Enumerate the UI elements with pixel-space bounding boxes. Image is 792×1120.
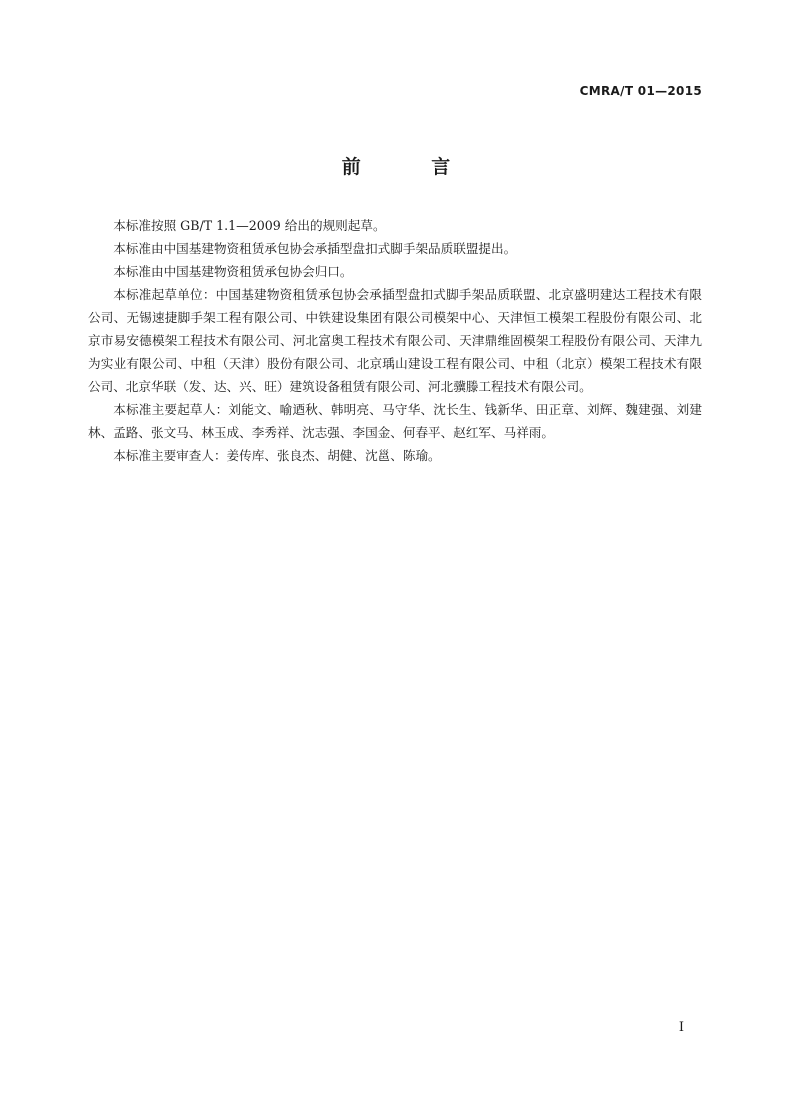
page-number: I [678,1020,684,1035]
page-title: 前 言 [341,156,483,178]
paragraph-main-reviewers: 本标准主要审查人：姜传库、张良杰、胡健、沈邕、陈瑜。 [113,448,441,463]
standard-code-header: CMRA/T 01—2015 [579,84,702,98]
paragraph-drafting-rules: 本标准按照 GB/T 1.1—2009 给出的规则起草。 [113,218,386,233]
paragraph-drafting-units: 本标准起草单位：中国基建物资租赁承包协会承插型盘扣式脚手架品质联盟、北京盛明建达工程技术有限公司、无锡速捷脚手架工程有限公司、中铁建设集团有限公司模架中心、天津恒工模架工程股份有限公司、北京市易安德模架工程技术有限公司、河北富奥工程技术有限公司、天津鼎维固模架工程股份有限公司、天津九为实业有限公司、中租（天津）股份有限公司、北京瑀山建设工程有限公司、中租（北京）模架工程技术有限公司、北京华联（发、达、兴、旺）建筑设备租赁有限公司、河北骥滕工程技术有限公司。 [88,287,702,394]
paragraph-main-drafters: 本标准主要起草人：刘能文、喻迺秋、韩明亮、马守华、沈长生、钱新华、田正章、刘辉、魏建强、刘建林、孟路、张文马、林玉成、李秀祥、沈志强、李国金、何春平、赵红军、马祥雨。 [88,402,702,440]
foreword-body [88,214,702,467]
paragraph-centralized-by: 本标准由中国基建物资租赁承包协会归口。 [113,264,353,279]
paragraph-proposed-by: 本标准由中国基建物资租赁承包协会承插型盘扣式脚手架品质联盟提出。 [113,241,517,256]
